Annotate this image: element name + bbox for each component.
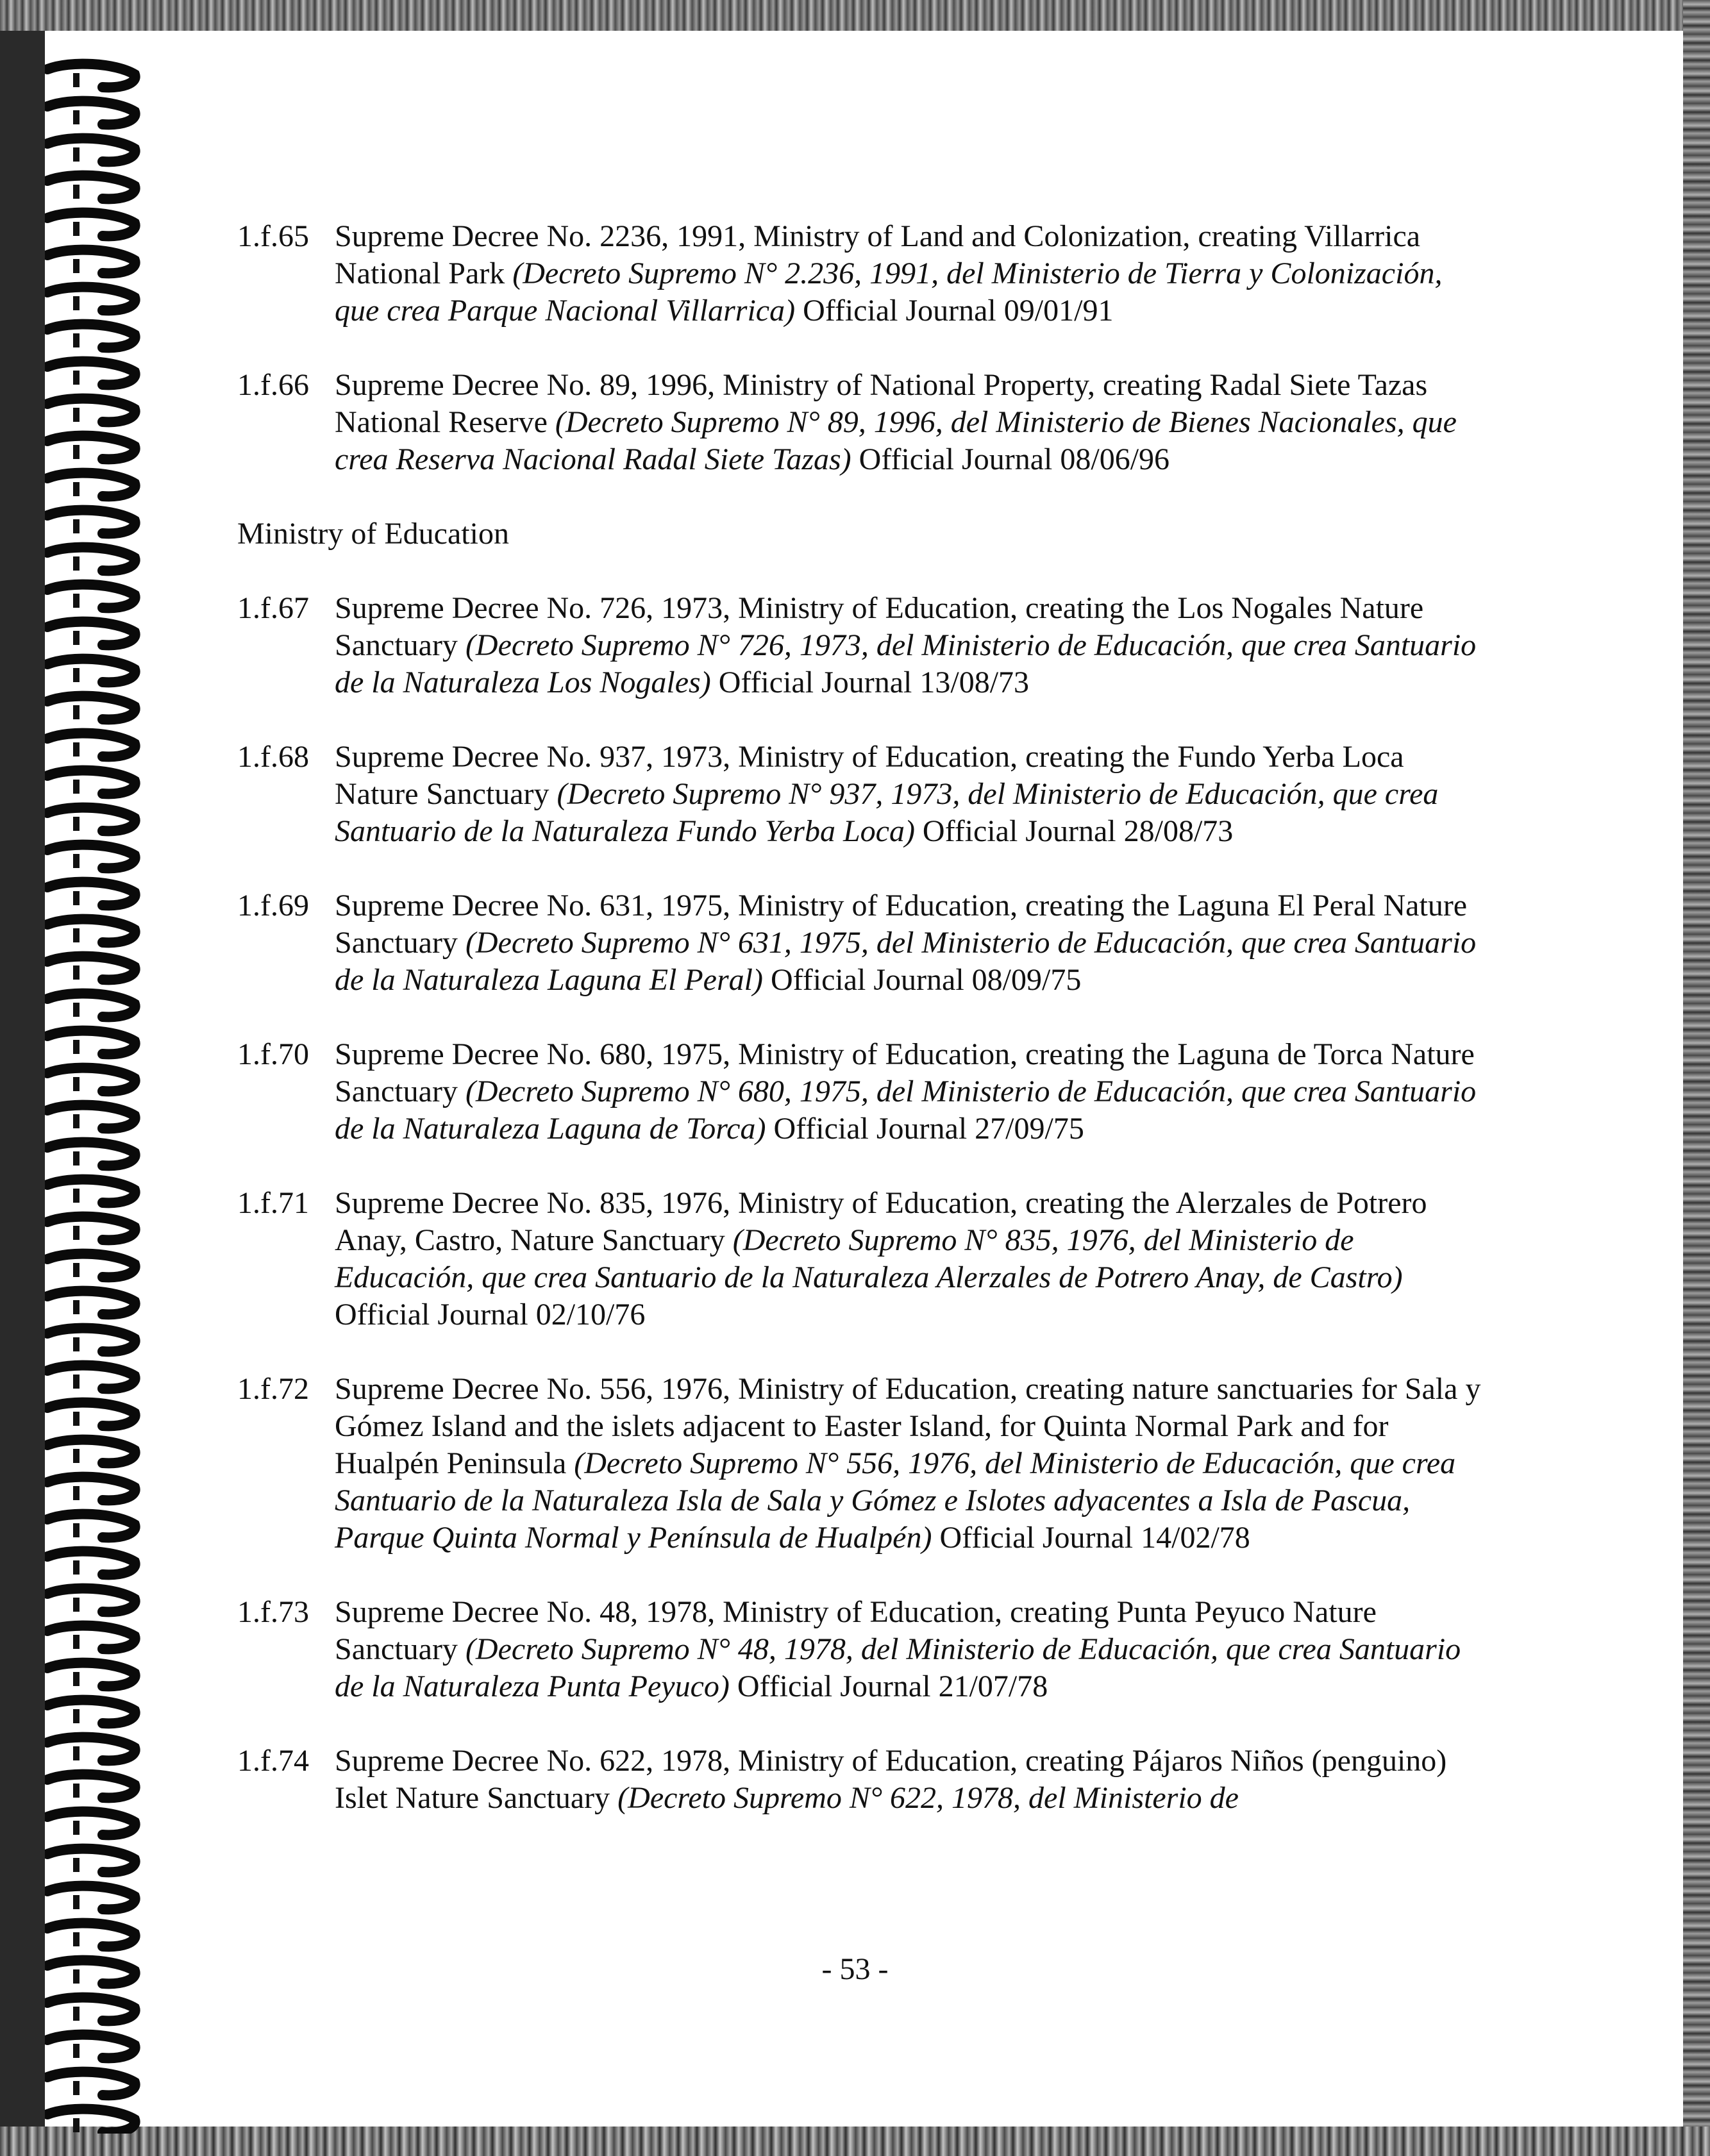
decree-entry	[237, 1036, 1488, 1148]
binding-hole	[73, 780, 80, 794]
spiral-coil	[47, 138, 135, 162]
spiral-coil	[47, 250, 135, 274]
entry-number: 1.f.65	[237, 219, 309, 253]
entry-text	[335, 367, 1488, 478]
spiral-coil	[47, 1217, 135, 1241]
spiral-coil	[47, 2072, 135, 2096]
scan-border-right	[1683, 0, 1710, 2156]
entry-journal: Official Journal 21/07/78	[737, 1669, 1048, 1703]
binding-hole	[73, 1932, 80, 1946]
entry-english: Supreme Decree No. 631, 1975, Ministry of Education, creating the Laguna El Peral Nature Sanctuary	[335, 889, 1468, 960]
spiral-coil	[47, 473, 135, 497]
binding-hole	[73, 1635, 80, 1649]
entry-text	[335, 887, 1488, 999]
entry-english: Supreme Decree No. 680, 1975, Ministry of Education, creating the Laguna de Torca Nature Sanctuary	[335, 1037, 1475, 1108]
entry-spanish: (Decreto Supremo N° 2.236, 1991, del Ministerio de Tierra y Colonización, que crea Parque Nacional Villarrica)	[335, 256, 1443, 328]
decree-entry	[237, 1594, 1488, 1705]
entry-text	[335, 1185, 1488, 1333]
spiral-coil	[47, 2109, 135, 2133]
spiral-coil	[47, 1998, 135, 2021]
binding-hole	[73, 1337, 80, 1351]
binding-hole	[73, 1189, 80, 1203]
document-content	[237, 218, 1488, 1854]
entry-journal: Official Journal 08/06/96	[859, 442, 1170, 476]
binding-hole	[73, 371, 80, 385]
binding-hole	[73, 1709, 80, 1723]
spiral-coil	[47, 845, 135, 869]
entry-text	[335, 739, 1488, 850]
entry-spanish: (Decreto Supremo N° 631, 1975, del Ministerio de Educación, que crea Santuario de la Naturaleza Laguna El Peral)	[335, 926, 1477, 997]
binding-hole	[73, 742, 80, 756]
decree-entry	[237, 367, 1488, 478]
binding-hole	[73, 1486, 80, 1500]
spiral-coil	[47, 1180, 135, 1203]
section-heading: Ministry of Education	[237, 517, 509, 551]
spiral-coil	[47, 1105, 135, 1129]
binding-hole	[73, 2081, 80, 2095]
binding-hole	[73, 1226, 80, 1240]
entry-spanish: (Decreto Supremo N° 835, 1976, del Ministerio de Educación, que crea Santuario de la Naturaleza Alerzales de Potrero Anay, de Castro)	[335, 1223, 1403, 1294]
binding-hole	[73, 1375, 80, 1389]
spiral-coil	[47, 919, 135, 943]
binding-hole	[73, 110, 80, 124]
spiral-coil	[47, 1254, 135, 1278]
spiral-coil	[47, 882, 135, 906]
spiral-coil	[47, 436, 135, 460]
entry-english: Supreme Decree No. 556, 1976, Ministry of Education, creating nature sanctuaries for Sala y Gómez Island and the islets adjacent to Easter Island, for Quinta Normal Park and for Hualpén Peninsula	[335, 1372, 1481, 1480]
spiral-coil	[47, 659, 135, 683]
spiral-coil	[47, 1849, 135, 1873]
entry-english: Supreme Decree No. 2236, 1991, Ministry of Land and Colonization, creating Villarrica National Park	[335, 219, 1421, 290]
spiral-coil	[47, 808, 135, 831]
entry-english: Supreme Decree No. 48, 1978, Ministry of Education, creating Punta Peyuco Nature Sanctuary	[335, 1595, 1377, 1666]
binding-hole	[73, 147, 80, 162]
entry-english: Supreme Decree No. 89, 1996, Ministry of National Property, creating Radal Siete Tazas National Reserve	[335, 368, 1428, 439]
binding-hole	[73, 556, 80, 571]
spiral-coil	[47, 1403, 135, 1426]
binding-hole	[73, 1598, 80, 1612]
entry-number: 1.f.70	[237, 1037, 309, 1071]
spiral-coil	[47, 176, 135, 199]
entry-journal: Official Journal 08/09/75	[770, 963, 1082, 997]
entry-number: 1.f.72	[237, 1372, 309, 1406]
spiral-coil	[47, 1589, 135, 1612]
binding-hole	[73, 1300, 80, 1314]
entry-journal: Official Journal 09/01/91	[803, 294, 1114, 328]
entry-number: 1.f.68	[237, 740, 309, 774]
spiral-coil	[47, 771, 135, 794]
spiral-coil	[47, 1477, 135, 1501]
entry-spanish: (Decreto Supremo N° 48, 1978, del Ministerio de Educación, que crea Santuario de la Naturaleza Punta Peyuco)	[335, 1632, 1461, 1703]
binding-hole	[73, 2118, 80, 2132]
entries-after-list	[237, 590, 1488, 1817]
spiral-coil	[47, 547, 135, 571]
entry-number: 1.f.67	[237, 591, 309, 625]
spiral-coil	[47, 2035, 135, 2059]
spiral-coil	[47, 213, 135, 237]
entry-spanish: (Decreto Supremo N° 556, 1976, del Ministerio de Educación, que crea Santuario de la Naturaleza Isla de Sala y Gómez e Islotes adyacentes a Isla de Pascua, Parque Quinta Normal y Península de Hualpén)	[335, 1446, 1456, 1555]
spiral-coil	[47, 1775, 135, 1798]
entry-journal: Official Journal 28/08/73	[922, 814, 1234, 848]
entry-english: Supreme Decree No. 622, 1978, Ministry of Education, creating Pájaros Niños (penguino) Islet Nature Sanctuary	[335, 1744, 1447, 1815]
binding-hole	[73, 705, 80, 719]
entry-number: 1.f.66	[237, 368, 309, 402]
decree-entry	[237, 1185, 1488, 1333]
spiral-coil	[47, 1737, 135, 1761]
entry-text	[335, 218, 1488, 330]
binding-hole	[73, 1449, 80, 1463]
entry-spanish: (Decreto Supremo N° 937, 1973, del Ministerio de Educación, que crea Santuario de la Naturaleza Fundo Yerba Loca)	[335, 777, 1439, 848]
binding-hole	[73, 965, 80, 980]
binding-hole	[73, 1895, 80, 1909]
scan-border-bottom	[0, 2127, 1710, 2156]
spiral-coil	[47, 1068, 135, 1092]
binding-hole	[73, 854, 80, 868]
binding-hole	[73, 1821, 80, 1835]
binding-hole	[73, 445, 80, 459]
spiral-coil	[47, 324, 135, 348]
decree-entry	[237, 1742, 1488, 1817]
spiral-coil	[47, 362, 135, 385]
binding-hole	[73, 222, 80, 236]
page-number: - 53 -	[821, 1952, 889, 1986]
decree-entry	[237, 218, 1488, 330]
entry-english: Supreme Decree No. 835, 1976, Ministry of Education, creating the Alerzales de Potrero Anay, Castro, Nature Sanctuary	[335, 1186, 1427, 1257]
binding-hole	[73, 1077, 80, 1091]
entry-journal: Official Journal 14/02/78	[939, 1521, 1250, 1555]
entry-english: Supreme Decree No. 726, 1973, Ministry of Education, creating the Los Nogales Nature Sanctuary	[335, 591, 1424, 662]
entry-text	[335, 1742, 1488, 1817]
entry-number: 1.f.74	[237, 1744, 309, 1778]
spiral-coil	[47, 585, 135, 608]
binding-hole	[73, 1151, 80, 1166]
entry-spanish: (Decreto Supremo N° 726, 1973, del Ministerio de Educación, que crea Santuario de la Naturaleza Los Nogales)	[335, 628, 1477, 699]
binding-hole	[73, 1523, 80, 1537]
spiral-coil	[47, 64, 135, 88]
spiral-binding	[45, 56, 141, 2134]
entry-journal: Official Journal 13/08/73	[718, 665, 1030, 699]
entry-text	[335, 1371, 1488, 1557]
spiral-coil	[47, 1626, 135, 1650]
spiral-coil	[47, 1514, 135, 1538]
decree-entry	[237, 887, 1488, 999]
spiral-coil	[47, 1812, 135, 1835]
entry-journal: Official Journal 02/10/76	[335, 1298, 646, 1332]
spiral-coil	[47, 1328, 135, 1352]
spiral-coil	[47, 1923, 135, 1947]
binding-hole	[73, 1263, 80, 1277]
spiral-coil	[47, 1700, 135, 1724]
binding-hole	[73, 1784, 80, 1798]
entry-spanish: (Decreto Supremo N° 89, 1996, del Ministerio de Bienes Nacionales, que crea Reserva Nacional Radal Siete Tazas)	[335, 405, 1457, 476]
entry-number: 1.f.69	[237, 889, 309, 923]
decree-entry	[237, 1371, 1488, 1557]
binding-hole	[73, 296, 80, 310]
spiral-coil	[47, 733, 135, 757]
spiral-coil	[47, 696, 135, 720]
spiral-coil	[47, 1031, 135, 1055]
spiral-coil	[47, 1142, 135, 1166]
entry-text	[335, 1594, 1488, 1705]
binding-hole	[73, 1040, 80, 1054]
spiral-coil	[47, 1663, 135, 1687]
entry-text	[335, 1036, 1488, 1148]
binding-hole	[73, 1003, 80, 1017]
entry-number: 1.f.71	[237, 1186, 309, 1220]
binding-hole	[73, 408, 80, 422]
binding-hole	[73, 1560, 80, 1575]
spiral-coil	[47, 1551, 135, 1575]
binding-hole	[73, 1412, 80, 1426]
entry-spanish: (Decreto Supremo N° 622, 1978, del Ministerio de	[617, 1781, 1239, 1815]
binding-hole	[73, 817, 80, 831]
entries-before-list	[237, 218, 1488, 478]
spiral-coil	[47, 510, 135, 534]
binding-hole	[73, 1672, 80, 1686]
spiral-coil	[47, 1440, 135, 1464]
entry-spanish: (Decreto Supremo N° 680, 1975, del Ministerio de Educación, que crea Santuario de la Naturaleza Laguna de Torca)	[335, 1074, 1477, 1146]
entry-number: 1.f.73	[237, 1595, 309, 1629]
binding-hole	[73, 891, 80, 905]
binding-hole	[73, 185, 80, 199]
binding-hole	[73, 668, 80, 682]
scan-border-top	[0, 0, 1710, 31]
binding-hole	[73, 519, 80, 533]
spiral-coil	[47, 101, 135, 125]
binding-hole	[73, 73, 80, 87]
spiral-coil	[47, 1886, 135, 1910]
binding-hole	[73, 259, 80, 273]
binding-hole	[73, 631, 80, 645]
spiral-coil	[47, 1366, 135, 1389]
binding-hole	[73, 2007, 80, 2021]
entry-journal: Official Journal 27/09/75	[773, 1112, 1084, 1146]
entry-english: Supreme Decree No. 937, 1973, Ministry of Education, creating the Fundo Yerba Loca Nature Sanctuary	[335, 740, 1404, 811]
binding-hole	[73, 482, 80, 496]
decree-entry	[237, 739, 1488, 850]
spiral-coil	[47, 1291, 135, 1315]
spiral-coil	[47, 957, 135, 980]
binding-hole	[73, 333, 80, 347]
entry-text	[335, 590, 1488, 701]
binding-hole	[73, 1858, 80, 1872]
spiral-coil	[47, 287, 135, 311]
binding-hole	[73, 1114, 80, 1128]
decree-entry	[237, 590, 1488, 701]
binding-hole	[73, 594, 80, 608]
binding-hole	[73, 2044, 80, 2058]
spiral-coil	[47, 994, 135, 1017]
binding-hole	[73, 1746, 80, 1760]
spiral-coil	[47, 622, 135, 646]
spiral-coil	[47, 399, 135, 422]
binding-hole	[73, 928, 80, 942]
